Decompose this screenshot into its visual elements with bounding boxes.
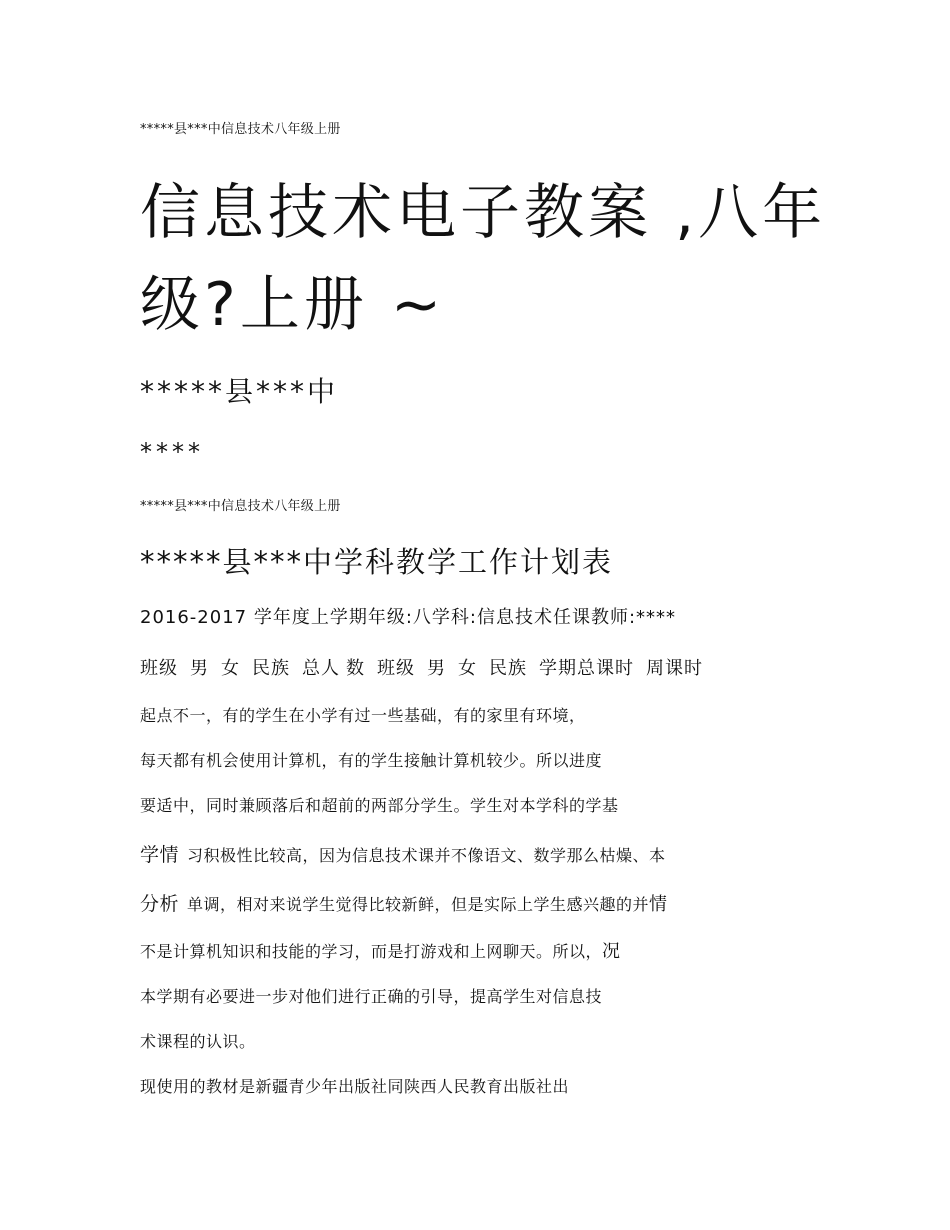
col-ethnic: 民族 [252, 658, 290, 679]
analysis-line-1: 起点不一，有的学生在小学有过一些基础，有的家里有环境， [140, 706, 586, 725]
analysis-line-3: 要适中，同时兼顾落后和超前的两部分学生。学生对本学科的学基 [140, 796, 619, 815]
document-title-line-2: 级?上册 ~ [140, 270, 446, 340]
analysis-line-4: 习积极性比较高，因为信息技术课并不像语文、数学那么枯燥、本 [187, 846, 666, 865]
plan-section-title: *****县***中学科教学工作计划表 [140, 545, 614, 579]
running-header-second: *****县***中信息技术八年级上册 [140, 499, 341, 514]
analysis-row-5 [140, 889, 668, 916]
analysis-line-8: 术课程的认识。 [140, 1032, 256, 1051]
col-male-2: 男 [427, 658, 446, 679]
analysis-line-2: 每天都有机会使用计算机，有的学生接触计算机较少。所以进度 [140, 751, 603, 770]
col-ethnic-2: 民族 [489, 658, 527, 679]
analysis-row-4 [140, 840, 666, 867]
col-female: 女 [221, 658, 240, 679]
running-header-top: *****县***中信息技术八年级上册 [140, 122, 341, 137]
plan-meta-line: 2016-2017 学年度上学期年级:八学科:信息技术任课教师:**** [140, 607, 677, 628]
col-term-hours: 学期总课时 [539, 658, 634, 679]
school-name: *****县***中 [140, 375, 339, 408]
analysis-line-6: 不是计算机知识和技能的学习，而是打游戏和上网聊天。所以， [140, 942, 603, 961]
col-class-2: 班级 [377, 658, 415, 679]
col-week-hours: 周课时 [646, 658, 703, 679]
document-title-line-1: 信息技术电子教案 ,八年 [140, 178, 827, 248]
col-class: 班级 [140, 658, 178, 679]
col-total-1: 总人 [302, 658, 340, 679]
col-total-2: 数 [346, 658, 365, 679]
analysis-line-5: 单调，相对来说学生觉得比较新鲜，但是实际上学生感兴趣的并 [187, 895, 650, 914]
col-female-2: 女 [458, 658, 477, 679]
analysis-side-label-2: 况 [602, 941, 621, 962]
textbook-line: 现使用的教材是新疆青少年出版社同陕西人民教育出版社出 [140, 1077, 570, 1096]
class-table-header [140, 654, 715, 680]
analysis-label-1: 学情 [140, 844, 180, 866]
analysis-row-6 [140, 937, 621, 963]
analysis-line-7: 本学期有必要进一步对他们进行正确的引导，提高学生对信息技 [140, 987, 603, 1006]
col-male: 男 [190, 658, 209, 679]
author-name: **** [140, 438, 204, 466]
analysis-label-2: 分析 [140, 893, 180, 915]
analysis-side-label: 情 [649, 894, 668, 915]
